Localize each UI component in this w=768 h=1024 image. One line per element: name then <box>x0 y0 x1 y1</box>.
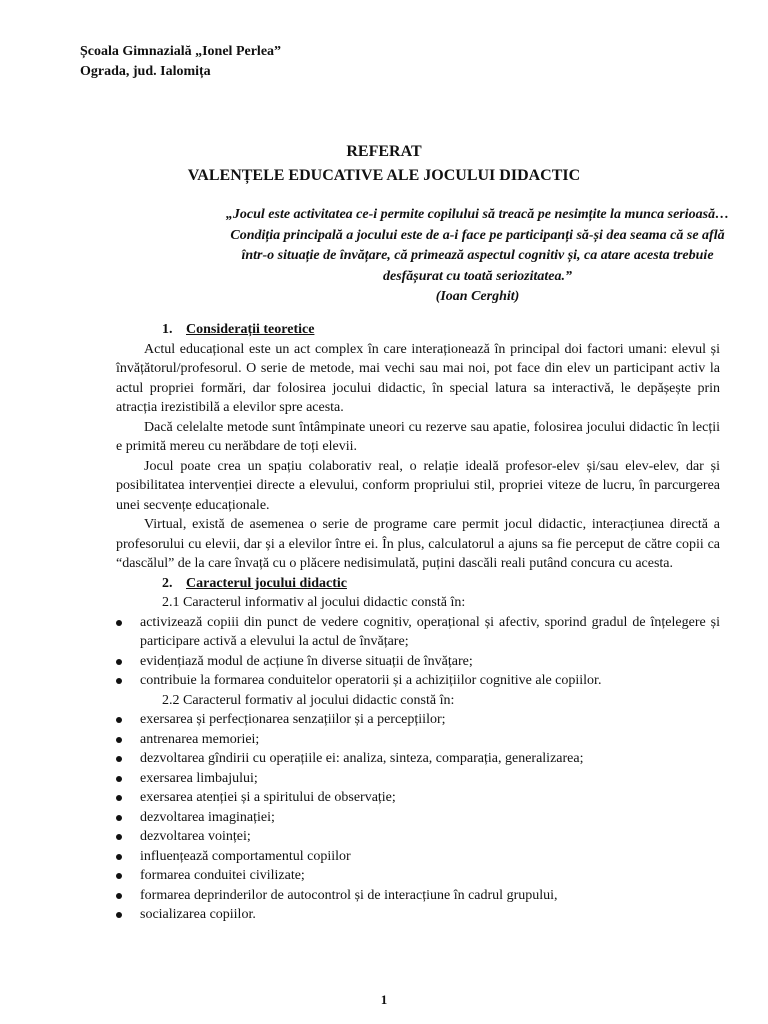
section-1-title: Considerații teoretice <box>186 322 315 337</box>
bullet-icon <box>116 620 122 626</box>
epigraph-quote <box>225 205 730 308</box>
list-item: contribuie la formarea conduitelor operatorii și a achizițiilor cognitive ale copiilor. <box>116 671 720 691</box>
bullet-icon <box>116 776 122 782</box>
quote-text: „Jocul este activitatea ce-i permite copilului să treacă pe nesimțite la munca serioasă… Condiția principală a jocului este de a-i face pe participanți să-și dea seama că se află într-o situație de învățare, că primează aspectul cognitiv și, ca atare acesta trebuie desfășurat cu toată seriozitatea.” <box>225 207 730 284</box>
document-header <box>80 42 281 82</box>
bullet-icon <box>116 659 122 665</box>
list-item: evidențiază modul de acțiune în diverse situații de învățare; <box>116 652 720 672</box>
bullet-icon <box>116 717 122 723</box>
bullet-icon <box>116 854 122 860</box>
paragraph: Actul educațional este un act complex în care interaționează în principal doi factori umani: elevul și învățătorul/profesorul. O serie de metode, mai vechi sau mai noi, pot face din elev un participant activ la actul propriei formări, dar folosirea jocului didactic, în special latura sa interactivă, le depășește prin atracția irezistibilă a elevilor spre acesta. <box>116 341 720 415</box>
bullet-icon <box>116 756 122 762</box>
section-2-title: Caracterul jocului didactic <box>186 575 347 591</box>
bullet-icon <box>116 912 122 918</box>
list-item: activizează copiii din punct de vedere cognitiv, operațional și afectiv, sporind gradul de înțelegere și participare activă a elevului la actul de învățare; <box>116 613 720 652</box>
bullet-icon <box>116 815 122 821</box>
list-item: formarea deprinderilor de autocontrol și de interacțiune în cadrul grupului, <box>116 886 720 906</box>
document-type: REFERAT <box>346 143 422 160</box>
bullet-icon <box>116 834 122 840</box>
bullet-icon <box>116 795 122 801</box>
list-item: dezvoltarea imaginației; <box>116 808 720 828</box>
bullet-icon <box>116 893 122 899</box>
bullet-icon <box>116 737 122 743</box>
list-item: dezvoltarea gîndirii cu operațiile ei: analiza, sinteza, comparația, generalizarea; <box>116 749 720 769</box>
title-block <box>0 140 768 188</box>
bullet-icon <box>116 873 122 879</box>
list-item: socializarea copiilor. <box>116 905 720 925</box>
paragraph: Virtual, există de asemenea o serie de programe care permit jocul didactic, interacțiunea directă a profesorului cu elevii, dar și a elevilor între ei. În plus, calculatorul a ajuns sa fie perceput de către copii ca “dascălul” de la care învață cu o plăcere nedisimulată, puțini dascăli reali putând concura cu acesta. <box>116 517 720 571</box>
list-item: antrenarea memoriei; <box>116 730 720 750</box>
subsection-2-1-label: 2.1 Caracterul informativ al jocului didactic constă în: <box>162 595 466 610</box>
list-item: exersarea și perfecționarea senzațiilor și a percepțiilor; <box>116 710 720 730</box>
paragraph: Dacă celelalte metode sunt întâmpinate uneori cu rezerve sau apatie, folosirea jocului didactic în lecții e primită mereu cu nerăbdare de toți elevii. <box>116 419 720 454</box>
school-name: Școala Gimnazială „Ionel Perlea” <box>80 44 282 59</box>
section-2-number: 2. <box>162 575 173 591</box>
informative-list <box>116 613 720 691</box>
list-item: exersarea limbajului; <box>116 769 720 789</box>
list-item: dezvoltarea voinței; <box>116 827 720 847</box>
formative-list <box>116 710 720 925</box>
quote-author: (Ioan Cerghit) <box>435 289 520 304</box>
page-number: 1 <box>380 992 388 1007</box>
section-2-heading <box>116 574 720 594</box>
paragraph: Jocul poate crea un spațiu colaborativ real, o relație ideală profesor-elev și/sau elev-elev, dar și posibilitatea intervenției directe a elevului, conform propriului stil, propriei viteze de lucru, în parcurgerea unei secvențe educaționale. <box>116 458 720 513</box>
list-item: formarea conduitei civilizate; <box>116 866 720 886</box>
document-body <box>116 320 720 925</box>
list-item: exersarea atenției și a spiritului de observație; <box>116 788 720 808</box>
section-1-number: 1. <box>162 322 173 337</box>
section-1-heading <box>116 320 720 340</box>
document-title: VALENȚELE EDUCATIVE ALE JOCULUI DIDACTIC <box>187 167 581 184</box>
list-item: influențează comportamentul copiilor <box>116 847 720 867</box>
school-location: Ograda, jud. Ialomița <box>80 64 211 79</box>
subsection-2-2-label: 2.2 Caracterul formativ al jocului didactic constă în: <box>162 692 455 708</box>
bullet-icon <box>116 678 122 684</box>
